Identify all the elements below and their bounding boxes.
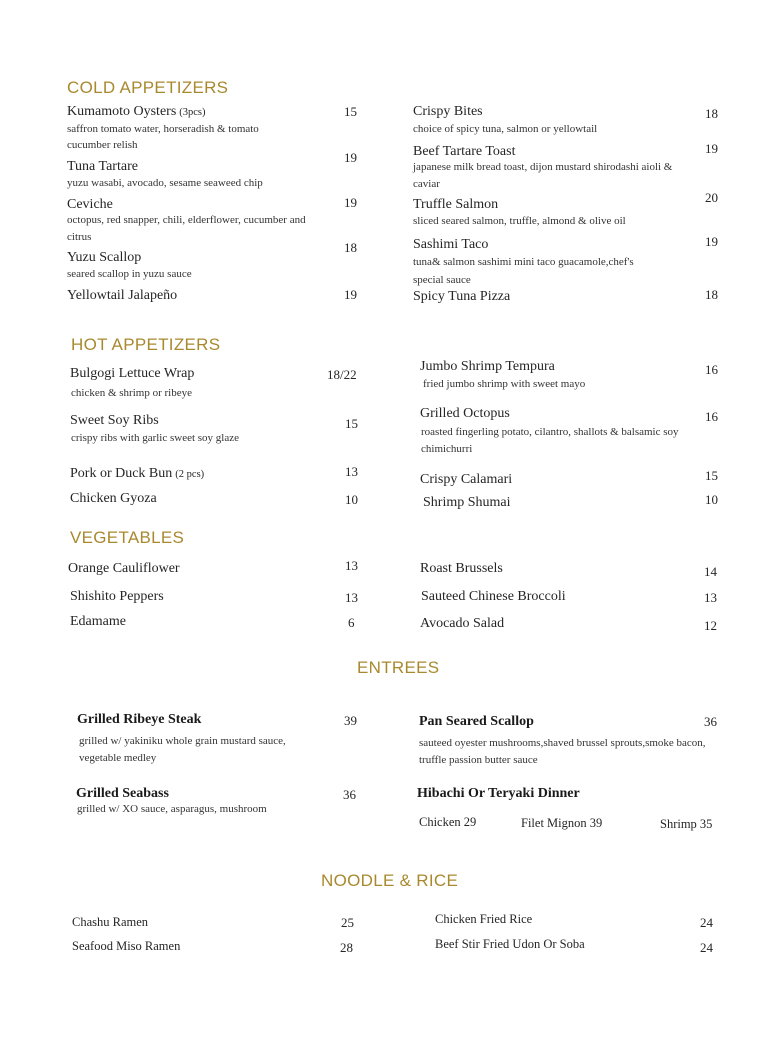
menu-item-price: 14 <box>704 564 717 579</box>
menu-item-name: Tuna Tartare <box>67 159 138 174</box>
menu-item-description: yuzu wasabi, avocado, sesame seaweed chip <box>67 177 263 189</box>
menu-item-description: japanese milk bread toast, dijon mustard shirodashi aioli & <box>413 161 673 173</box>
menu-item-name: Hibachi Or Teryaki Dinner <box>417 786 580 801</box>
menu-item-description: sliced seared salmon, truffle, almond & olive oil <box>413 215 626 227</box>
menu-item-price: 13 <box>345 558 358 573</box>
menu-item-price: 6 <box>348 615 355 630</box>
menu-item-description: choice of spicy tuna, salmon or yellowtail <box>413 123 598 135</box>
menu-item-name: Sauteed Chinese Broccoli <box>421 589 566 604</box>
menu-item-description: seared scallop in yuzu sauce <box>67 268 192 280</box>
menu-item-description: tuna& salmon sashimi mini taco guacamole,chef's <box>413 256 634 268</box>
menu-item-name: Grilled Seabass <box>76 786 169 801</box>
menu-item-name: Crispy Bites <box>413 104 483 119</box>
menu-item-description: sauteed oyester mushrooms,shaved brussel sprouts,smoke bacon, <box>419 737 706 749</box>
menu-item-price: 15 <box>705 468 718 483</box>
menu-item-price: 15 <box>344 104 357 119</box>
menu-item-price: 13 <box>345 590 358 605</box>
menu-item-description: saffron tomato water, horseradish & tomato <box>67 123 259 135</box>
menu-item-price: 18/22 <box>327 367 357 382</box>
hibachi-option: Filet Mignon 39 <box>521 816 603 830</box>
menu-item-name: Jumbo Shrimp Tempura <box>420 359 555 374</box>
hibachi-option: Chicken 29 <box>419 815 477 829</box>
menu-item-description: vegetable medley <box>79 752 157 764</box>
menu-item-price: 13 <box>704 590 717 605</box>
menu-item-name: Crispy Calamari <box>420 472 513 487</box>
menu-item-name: Bulgogi Lettuce Wrap <box>70 366 195 381</box>
menu-item-price: 19 <box>344 150 357 165</box>
menu-item-price: 13 <box>345 464 358 479</box>
menu-item-name: Orange Cauliflower <box>68 561 180 576</box>
menu-item-name: Ceviche <box>67 197 113 212</box>
menu-item-price: 19 <box>705 234 718 249</box>
menu-item-name: Grilled Octopus <box>420 406 510 421</box>
menu-item-price: 19 <box>344 195 357 210</box>
menu-item-description: caviar <box>413 178 440 190</box>
menu-item-price: 19 <box>344 287 357 302</box>
menu-item-name: Roast Brussels <box>420 561 503 576</box>
menu-item-price: 16 <box>705 409 718 424</box>
menu-item-name: Truffle Salmon <box>413 197 499 212</box>
menu-item-description: special sauce <box>413 274 471 286</box>
menu-item-name: Yellowtail Jalapeño <box>67 288 178 303</box>
menu-item-name: Shishito Peppers <box>70 589 164 604</box>
menu-item-price: 18 <box>705 287 718 302</box>
menu-item-name: Chicken Gyoza <box>70 491 157 506</box>
menu-item-name: Sashimi Taco <box>413 237 489 252</box>
menu-item-name: Beef Stir Fried Udon Or Soba <box>435 937 585 951</box>
menu-item-name: Yuzu Scallop <box>67 250 142 265</box>
menu-item-description: citrus <box>67 231 92 243</box>
menu-item-name: Edamame <box>70 614 126 629</box>
menu-item-name: Beef Tartare Toast <box>413 144 516 159</box>
menu-item-price: 36 <box>704 714 717 729</box>
menu-item-description: chicken & shrimp or ribeye <box>71 387 192 399</box>
entrees-heading: ENTREES <box>357 658 440 677</box>
menu-item-price: 24 <box>700 915 713 930</box>
menu-item-price: 36 <box>343 787 356 802</box>
menu-item-name: Chicken Fried Rice <box>435 912 533 926</box>
vegetables-heading: VEGETABLES <box>70 528 185 547</box>
menu-item-name: Shrimp Shumai <box>423 495 511 510</box>
menu-item-note: (2 pcs) <box>175 469 205 480</box>
menu-item-description: grilled w/ XO sauce, asparagus, mushroom <box>77 803 267 815</box>
menu-item-description: crispy ribs with garlic sweet soy glaze <box>71 432 240 444</box>
menu-item-name: Chashu Ramen <box>72 915 149 929</box>
menu-item-price: 16 <box>705 362 718 377</box>
menu-item-description: cucumber relish <box>67 139 138 151</box>
menu-item-description: octopus, red snapper, chili, elderflower, cucumber and <box>67 214 306 226</box>
menu-item-name: Kumamoto Oysters (3pcs) <box>67 104 206 119</box>
menu-item-description: truffle passion butter sauce <box>419 754 538 766</box>
menu-item-name: Grilled Ribeye Steak <box>77 712 202 727</box>
menu-item-price: 24 <box>700 940 713 955</box>
menu-item-name: Pork or Duck Bun (2 pcs) <box>70 466 205 481</box>
menu-item-description: roasted fingerling potato, cilantro, shallots & balsamic soy <box>421 426 679 438</box>
menu-item-note: (3pcs) <box>179 107 206 118</box>
menu-item-name: Spicy Tuna Pizza <box>413 289 511 304</box>
menu-item-price: 25 <box>341 915 354 930</box>
menu-item-description: grilled w/ yakiniku whole grain mustard sauce, <box>79 735 286 747</box>
menu-item-name: Pan Seared Scallop <box>419 714 534 729</box>
menu-item-name: Avocado Salad <box>420 616 505 631</box>
menu-item-price: 19 <box>705 141 718 156</box>
menu-item-description: fried jumbo shrimp with sweet mayo <box>423 378 586 390</box>
menu-item-price: 18 <box>705 106 718 121</box>
menu-item-price: 12 <box>704 618 717 633</box>
menu-item-price: 28 <box>340 940 353 955</box>
hibachi-option: Shrimp 35 <box>660 817 713 831</box>
menu-item-name: Sweet Soy Ribs <box>70 413 159 428</box>
menu-item-description: chimichurri <box>421 443 473 455</box>
menu-item-price: 15 <box>345 416 358 431</box>
menu-item-price: 39 <box>344 713 357 728</box>
menu-item-price: 10 <box>705 492 718 507</box>
menu-item-name: Seafood Miso Ramen <box>72 939 181 953</box>
menu-item-price: 18 <box>344 240 357 255</box>
menu-item-price: 20 <box>705 190 718 205</box>
cold-appetizers-heading: COLD APPETIZERS <box>67 78 229 97</box>
menu-item-price: 10 <box>345 492 358 507</box>
noodle-rice-heading: NOODLE & RICE <box>321 871 459 890</box>
hot-appetizers-heading: HOT APPETIZERS <box>71 335 221 354</box>
